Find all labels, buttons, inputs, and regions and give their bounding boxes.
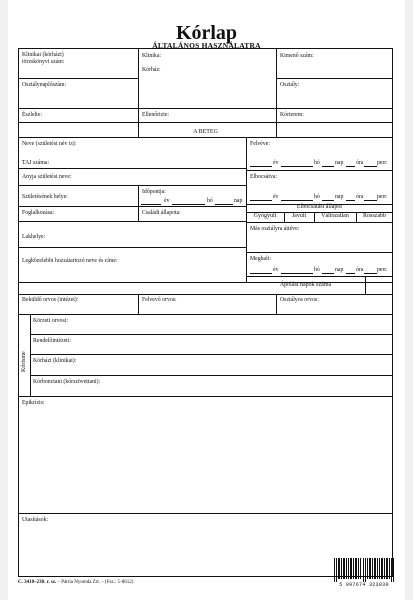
foglalkozasa-label: Foglalkozása: xyxy=(22,210,55,216)
divider xyxy=(276,294,277,314)
korisme-label: Kórisme xyxy=(21,351,27,372)
form-title: Kórlap xyxy=(175,22,238,44)
barcode-image xyxy=(332,558,396,582)
date-blank xyxy=(322,273,334,274)
divider xyxy=(18,137,393,138)
date-blank xyxy=(172,204,205,205)
elbocsatasi-allapot-label: Elbocsátási állapot xyxy=(296,204,343,210)
allapot-javult: Javult xyxy=(291,213,307,219)
divider xyxy=(30,354,393,355)
szuletesi-hely-label: Születésének helye: xyxy=(22,194,68,200)
ev-label: év xyxy=(164,198,170,204)
csaladi-label: Családi állapota: xyxy=(142,210,181,216)
date-blank xyxy=(364,166,377,167)
nap-label: nap xyxy=(335,160,344,166)
ho-label: hó xyxy=(207,198,213,204)
date-blank xyxy=(364,200,377,201)
date-blank xyxy=(250,273,272,274)
form-code-number: C. 3410–230. r. sz. xyxy=(18,580,57,585)
divider xyxy=(18,513,393,514)
korterem-label: Kórterem: xyxy=(280,112,304,118)
divider xyxy=(246,170,393,171)
divider xyxy=(18,122,393,123)
lakhelye-label: Lakhelye: xyxy=(22,234,46,240)
date-blank xyxy=(250,200,272,201)
ev-label: év xyxy=(273,160,279,166)
epikrizis-label: Epikrízis: xyxy=(22,400,45,406)
klinikai-label: Klinikai (kórházi) xyxy=(22,52,64,58)
divider xyxy=(246,222,393,223)
apolasi-napok-label: Ápolási napok száma xyxy=(279,282,332,288)
date-blank xyxy=(346,166,355,167)
date-blank xyxy=(281,200,313,201)
perc-label: perc xyxy=(377,160,387,166)
barcode-number: 5 997674 323830 xyxy=(339,582,389,588)
date-blank xyxy=(364,273,377,274)
ho-label: hó xyxy=(314,160,320,166)
date-blank xyxy=(281,273,313,274)
perc-label: perc xyxy=(377,194,387,200)
date-blank xyxy=(322,200,334,201)
divider xyxy=(18,294,246,295)
hozzatartozo-label: Legközelebbi hozzátartozó neve és címe: xyxy=(22,258,118,264)
divider xyxy=(18,78,138,79)
divider xyxy=(18,206,246,207)
ev-label: év xyxy=(273,267,279,273)
form-frame xyxy=(18,48,393,577)
osztalynaplo-label: Osztálynaplószám: xyxy=(22,82,67,88)
divider xyxy=(276,48,277,137)
divider xyxy=(246,252,393,253)
klinika-label: Klinika: xyxy=(142,53,161,59)
anyja-label: Anyja születési neve: xyxy=(22,174,72,180)
divider xyxy=(30,334,393,335)
divider xyxy=(138,294,139,314)
torzskonyvi-label: törzskönyvi szám: xyxy=(22,59,65,65)
felvevo-label: Felvevő orvos: xyxy=(142,297,177,303)
osztaly-label: Osztály: xyxy=(280,82,300,88)
korhazi-label: Kórházi (klinikai): xyxy=(33,358,77,364)
ora-label: óra xyxy=(356,160,364,166)
date-blank xyxy=(141,204,161,205)
divider xyxy=(365,276,366,294)
elbocsatva-label: Elbocsátva: xyxy=(250,174,278,180)
meghalt-label: Meghalt: xyxy=(250,256,271,262)
divider xyxy=(18,185,246,186)
utasitasok-label: Utasítások: xyxy=(22,517,49,523)
osztalyos-label: Osztályos orvos: xyxy=(280,297,319,303)
felveve-label: Felvéve: xyxy=(250,141,270,147)
divider xyxy=(138,185,139,206)
a-beteg-heading: A BETEG xyxy=(193,129,218,135)
taj-label: TAJ száma: xyxy=(22,160,50,166)
ho-label: hó xyxy=(314,267,320,273)
nap-label: nap xyxy=(234,198,243,204)
bekuldo-label: Beküldő orvos (intézet): xyxy=(22,297,79,303)
divider xyxy=(18,108,393,109)
divider xyxy=(30,314,31,396)
date-blank xyxy=(250,166,272,167)
ora-label: óra xyxy=(356,194,364,200)
printer-info: – Pátria Nyomda Zrt. – (Fsz.: 5-8612) xyxy=(57,580,134,585)
ora-label: óra xyxy=(356,267,364,273)
date-blank xyxy=(281,166,313,167)
mas-osztaly-label: Más osztályra áttéve: xyxy=(250,226,300,232)
divider xyxy=(138,48,139,137)
allapot-gyogyult: Gyógyult xyxy=(253,213,277,219)
allapot-valtozatlan: Változatlan xyxy=(321,213,349,219)
divider xyxy=(18,221,246,222)
date-blank xyxy=(322,166,334,167)
eszlelte-label: Észlelte: xyxy=(22,112,42,118)
divider xyxy=(138,206,139,221)
date-blank xyxy=(346,200,355,201)
nap-label: nap xyxy=(335,194,344,200)
divider xyxy=(276,78,393,79)
divider xyxy=(18,396,393,397)
korzeti-label: Körzeti orvosi: xyxy=(33,318,68,324)
form-code xyxy=(18,580,133,585)
perc-label: perc xyxy=(377,267,387,273)
nap-label: nap xyxy=(335,267,344,273)
divider xyxy=(30,375,393,376)
ellenorizte-label: Ellenőrizte: xyxy=(142,112,170,118)
divider xyxy=(18,168,246,169)
date-blank xyxy=(346,273,355,274)
korbonctani-label: Kórbonctani (kórszövettani): xyxy=(33,379,101,385)
divider xyxy=(18,314,393,315)
divider xyxy=(246,294,393,295)
form-subtitle: ÁLTALÁNOS HASZNÁLATRA xyxy=(152,41,261,50)
divider xyxy=(18,247,246,248)
idopontja-label: Időpontja: xyxy=(142,189,166,195)
date-blank xyxy=(215,204,233,205)
kimeno-label: Kimenő szám: xyxy=(280,53,314,59)
allapot-rosszabb: Rosszabb xyxy=(363,213,386,219)
korhaz-label: Kórház: xyxy=(142,67,161,73)
rendelointezeti-label: Rendelőintézeti: xyxy=(33,338,71,344)
ev-label: év xyxy=(273,194,279,200)
nev-label: Neve (születési név is): xyxy=(22,141,77,147)
divider xyxy=(246,276,393,277)
ho-label: hó xyxy=(314,194,320,200)
